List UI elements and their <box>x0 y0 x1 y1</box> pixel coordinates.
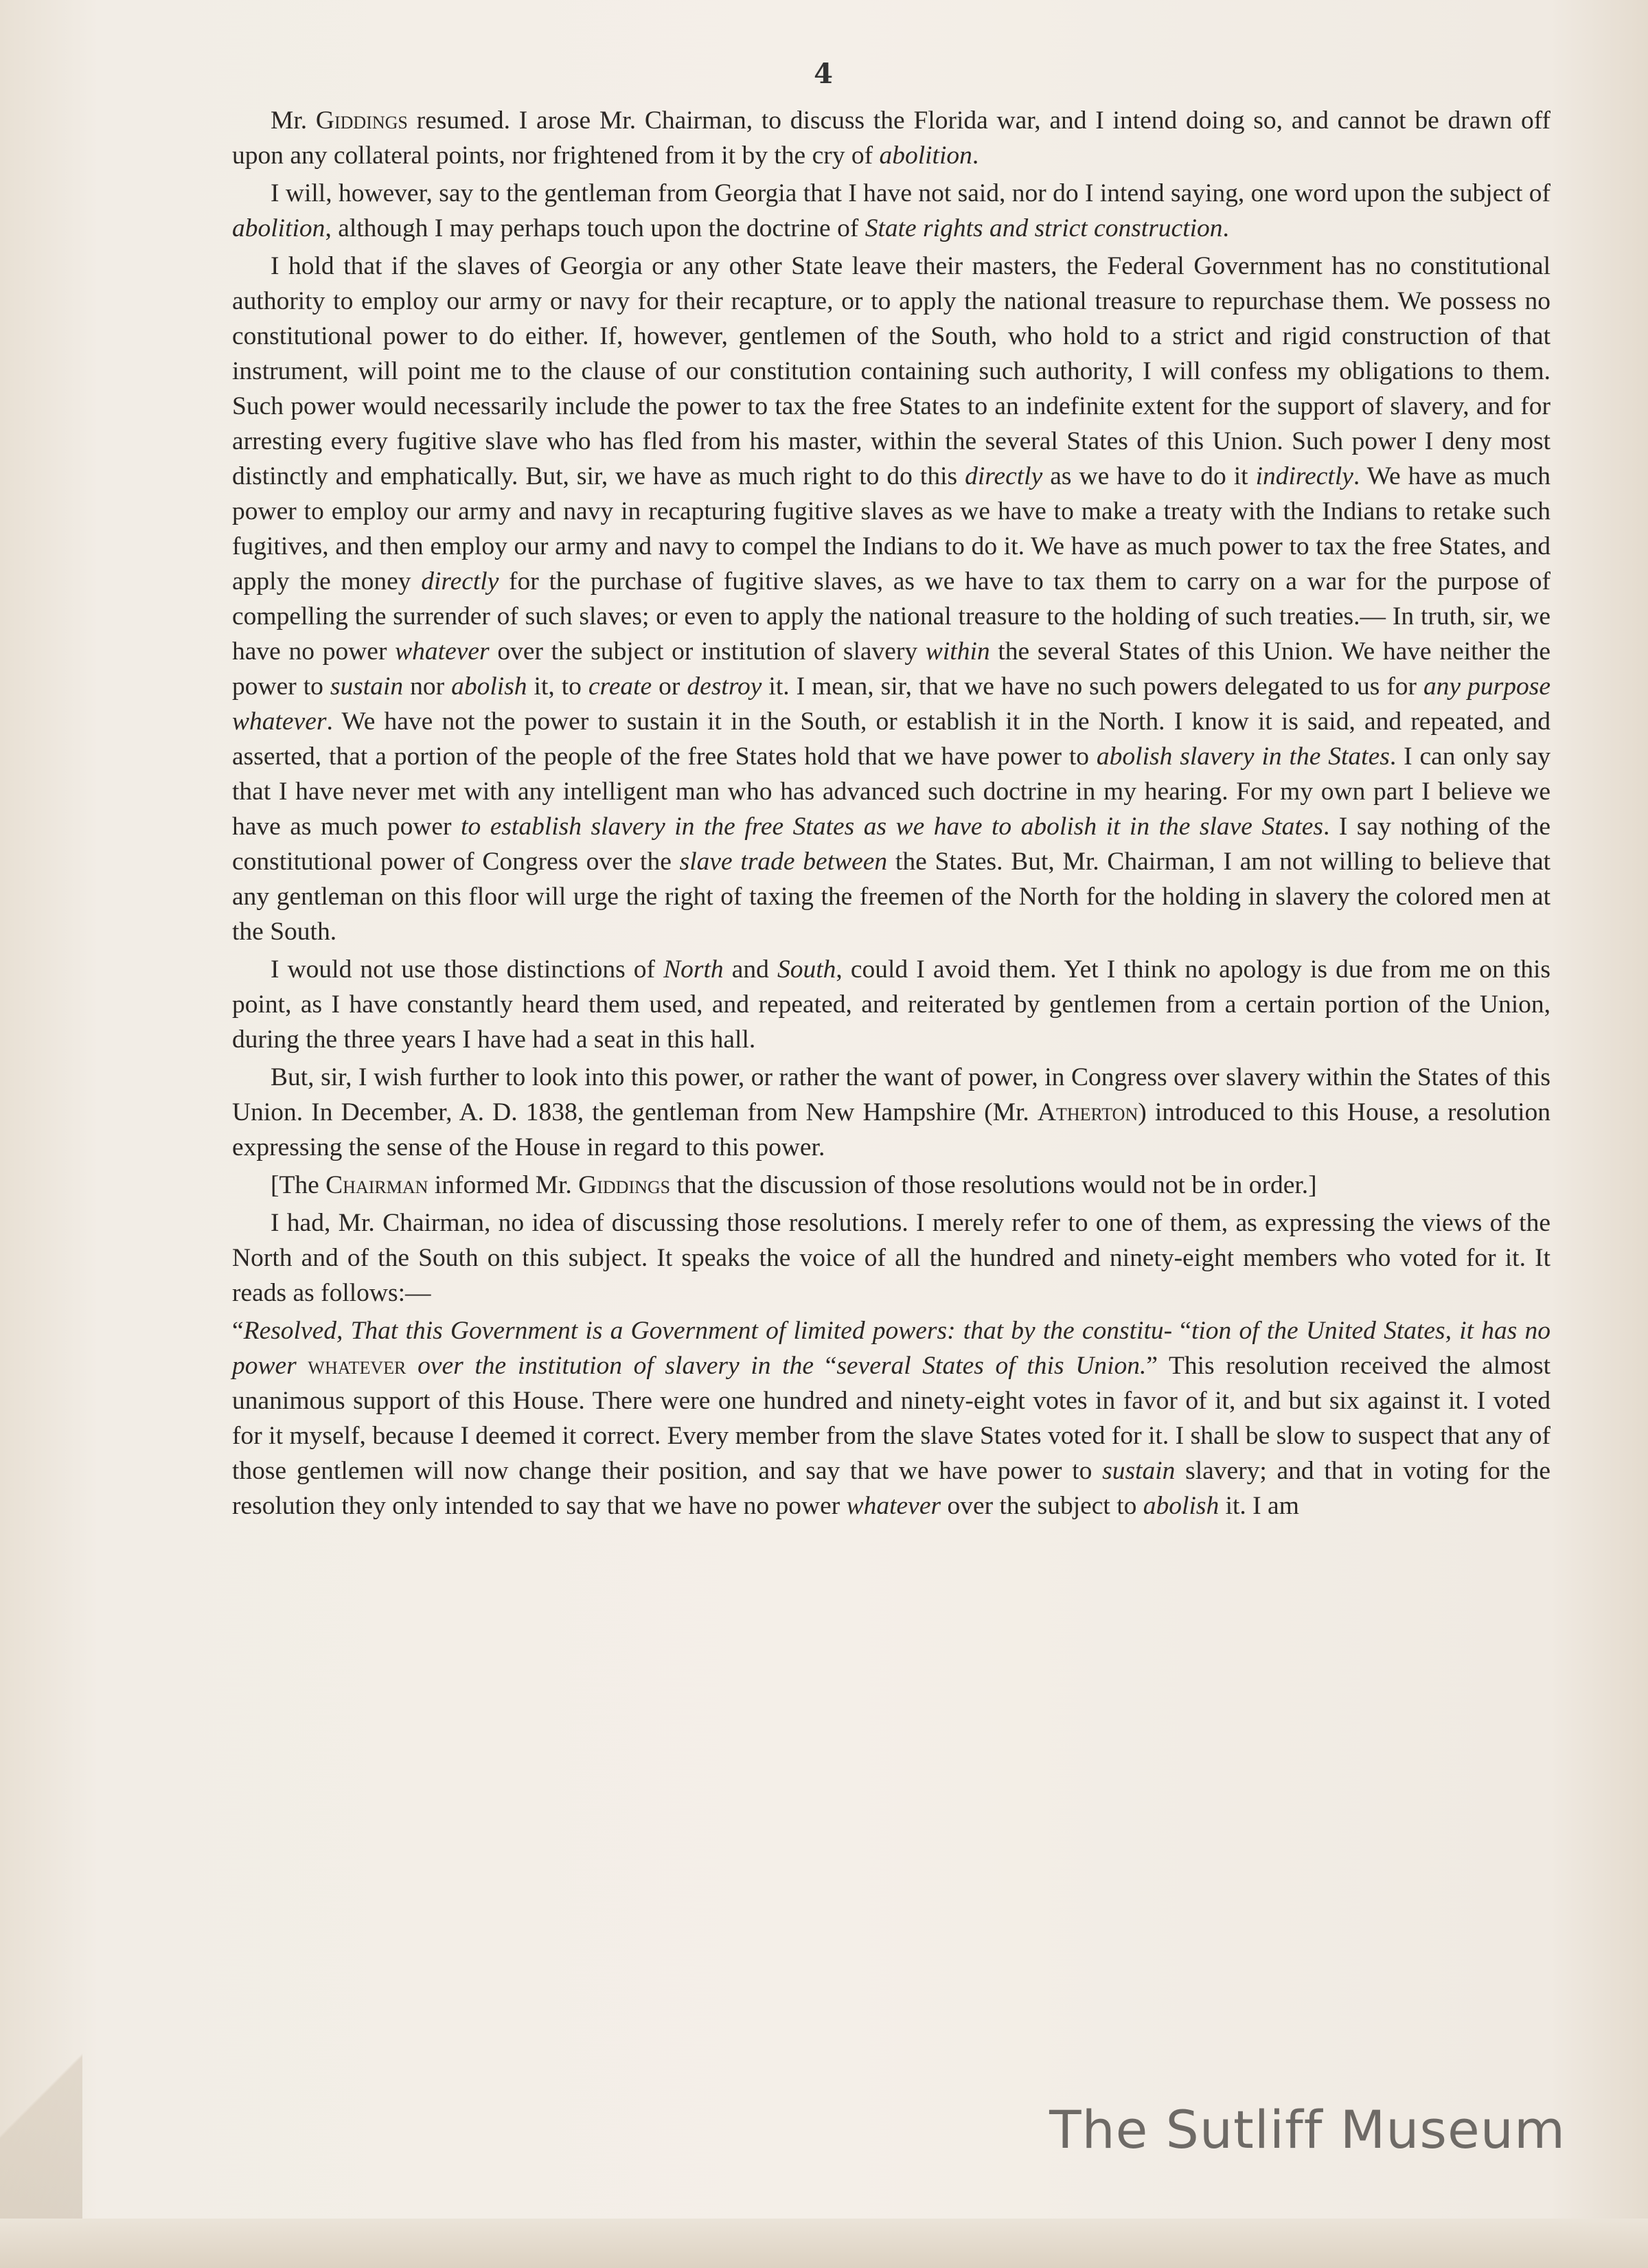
paragraph-8: “Resolved, That this Government is a Government of limited powers: that by the constitu- “tion of the United States, it has no power whatever over the institution of slavery in the “several States of this Union.” This resolution received the almost unanimous support of this House. There were one hundred and ninety-eight votes in favor of it, and but six against it. I voted for it myself, because I deemed it correct. Every member from the slave States voted for it. I shall be slow to suspect that any of those gentlemen will now change their position, and say that we have power to sustain slavery; and that in voting for the resolution they only intended to say that we have no power whatever over the subject to abolish it. I am <box>232 1317 1551 1520</box>
museum-watermark: The Sutliff Museum <box>1049 2099 1566 2160</box>
paragraph-4: I would not use those distinctions of North and South, could I avoid them. Yet I think no apology is due from me on this point, as I have constantly heard them used, and repeated, and reiterated by gentlemen from a certain portion of the Union, during the three years I have had a seat in this hall. <box>232 955 1550 1054</box>
paragraph-3: I hold that if the slaves of Georgia or any other State leave their masters, the Federal Government has no constitutional authority to employ our army or navy for their recapture, or to apply the national treasure to repurchase them. We possess no constitutional power to do either. If, however, gentlemen of the South, who hold to a strict and rigid construction of that instrument, will point me to the clause of our constitution containing such authority, I will confess my obligations to them. Such power would necessarily include the power to tax the free States to an indefinite extent for the support of slavery, and for arresting every fugitive slave who has fled from his master, within the several States of this Union. Such power I deny most distinctly and emphatically. But, sir, we have as much right to do this directly as we have to do it indirectly. We have as much power to employ our army and navy in recapturing fugitive slaves as we have to make a treaty with the Indians to retake such fugitives, and then employ our army and navy to compel the Indians to do it. We have as much power to tax the free States, and apply the money directly for the purchase of fugitive slaves, as we have to tax them to carry on a war for the purpose of compelling the surrender of such slaves; or even to apply the national treasure to the holding of such treaties.— In truth, sir, we have no power whatever over the subject or institution of slavery within the several States of this Union. We have neither the power to sustain nor abolish it, to create or destroy it. I mean, sir, that we have no such powers delegated to us for any purpose whatever. We have not the power to sustain it in the South, or establish it in the North. I know it is said, and repeated, and asserted, that a portion of the people of the free States hold that we have power to abolish slavery in the States. I can only say that I have never met with any intelligent man who has advanced such doctrine in my hearing. For my own part I believe we have as much power to establish slavery in the free States as we have to abolish it in the slave States. I say nothing of the constitutional power of Congress over the slave trade between the States. But, Mr. Chairman, I am not willing to believe that any gentleman on this floor will urge the right of taxing the freemen of the North for the holding in slavery the colored men at the South. <box>232 252 1551 946</box>
paragraph-7: I had, Mr. Chairman, no idea of discussing those resolutions. I merely refer to one of them, as expressing the views of the North and of the South on this subject. It speaks the voice of all the hundred and ninety-eight members who voted for it. It reads as follows:— <box>232 1209 1550 1307</box>
paragraph-6: [The Chairman informed Mr. Giddings that the discussion of those resolutions would not be in order.] <box>271 1171 1317 1199</box>
paragraph-2: I will, however, say to the gentleman from Georgia that I have not said, nor do I intend saying, one word upon the subject of abolition, although I may perhaps touch upon the doctrine of State rights and strict construction. <box>232 179 1551 242</box>
speech-text <box>232 103 1550 1526</box>
paper-bottom-edge <box>0 2219 1648 2268</box>
paragraph-1: Mr. Giddings resumed. I arose Mr. Chairman, to discuss the Florida war, and I intend doing so, and cannot be drawn off upon any collateral points, nor frightened from it by the cry of abolition. <box>232 106 1551 170</box>
paragraph-5: But, sir, I wish further to look into this power, or rather the want of power, in Congress over slavery within the States of this Union. In December, A. D. 1838, the gentleman from New Hampshire (Mr. Atherton) introduced to this House, a resolution expressing the sense of the House in regard to this power. <box>232 1063 1550 1161</box>
page-number: 4 <box>814 58 834 90</box>
